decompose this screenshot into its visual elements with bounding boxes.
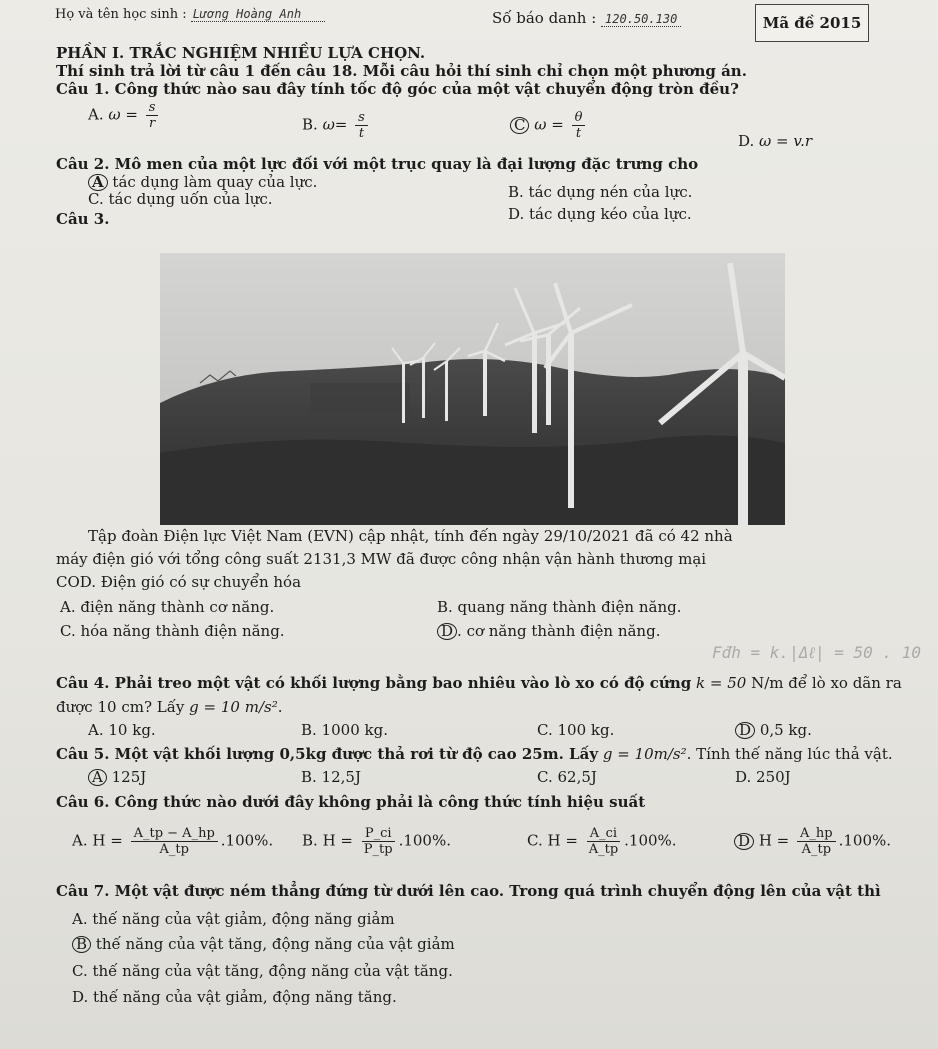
q5-stem-g: g = 10m/s²: [602, 745, 687, 763]
q5-stem-c: . Tính thế năng lúc thả vật.: [686, 745, 893, 763]
q6-a-lhs: H =: [92, 831, 123, 850]
q6-a-den: A_tp: [159, 842, 189, 857]
q1-option-a[interactable]: [88, 100, 161, 131]
q1-d-text: ω = v.r: [759, 132, 813, 150]
handwritten-note: Fđh = k.|Δℓ| = 50 . 10: [712, 643, 921, 662]
q2-stem: Câu 2. Mô men của một lực đối với một trục quay là đại lượng đặc trưng cho: [56, 155, 699, 173]
q1-b-lhs: ω=: [322, 115, 348, 134]
q2-option-c[interactable]: C. tác dụng uốn của lực.: [88, 190, 273, 208]
q7-stem: Câu 7. Một vật được ném thẳng đứng từ dưới lên cao. Trong quá trình chuyển động lên của vật thì: [56, 882, 881, 900]
q6-stem: [56, 793, 645, 811]
q4-line1: [56, 674, 902, 692]
q4-line1-c: N/m để lò xo dãn ra: [751, 674, 902, 692]
q6-d-den: A_tp: [801, 842, 832, 857]
q4-option-b[interactable]: B. 1000 kg.: [301, 721, 388, 739]
q6-b-frac: [361, 826, 396, 857]
q2-option-d[interactable]: D. tác dụng kéo của lực.: [508, 205, 692, 223]
q7-option-b[interactable]: [72, 935, 455, 953]
candidate-no-row: [492, 9, 681, 28]
student-name-row: [55, 5, 325, 24]
q1-b-label: B.: [302, 115, 318, 134]
q6-stem-a: Câu 6. Công thức nào dưới đây: [56, 793, 314, 811]
q1-a-num: s: [146, 100, 159, 116]
student-name-label: Họ và tên học sinh :: [55, 7, 187, 22]
q2-option-b[interactable]: B. tác dụng nén của lực.: [508, 183, 693, 201]
q4-line2-g: g = 10 m/s²: [189, 698, 278, 716]
q3-d-label-circled: D: [437, 623, 457, 640]
q6-d-num: A_hp: [797, 826, 836, 842]
q3-option-d[interactable]: [437, 622, 660, 640]
q3-option-b[interactable]: B. quang năng thành điện năng.: [437, 598, 682, 616]
q6-c-den: A_tp: [588, 842, 619, 857]
q6-a-num: A_tp − A_hp: [131, 826, 218, 842]
q2-option-a[interactable]: [88, 173, 317, 191]
q3-caption-line1: Tập đoàn Điện lực Việt Nam (EVN) cập nhật, tính đến ngày 29/10/2021 đã có 42 nhà: [88, 527, 733, 545]
q3-caption-line2: máy điện gió với tổng công suất 2131,3 MW đã được công nhận vận hành thương mại: [56, 550, 707, 568]
q7-b-text: thế năng của vật tăng, động năng của vật giảm: [95, 935, 455, 953]
student-name-value: Lương Hoàng Anh: [191, 7, 325, 22]
section-instruction: Thí sinh trả lời từ câu 1 đến câu 18. Mỗi câu hỏi thí sinh chỉ chọn một phương án.: [56, 62, 747, 80]
q4-d-label-circled: D: [735, 722, 755, 739]
q6-stem-emphasis: không phải: [318, 793, 413, 811]
q1-c-num: θ: [572, 110, 586, 126]
q6-d-frac: [797, 826, 836, 857]
q3-label: Câu 3.: [56, 210, 110, 228]
q6-c-frac: [586, 826, 621, 857]
q6-c-label: C.: [527, 831, 543, 850]
q2-a-text: tác dụng làm quay của lực.: [112, 173, 318, 191]
q1-c-label-circled: C: [510, 117, 529, 134]
q7-option-c[interactable]: C. thế năng của vật tăng, động năng của vật tăng.: [72, 962, 453, 980]
q4-line2-a: được 10 cm? Lấy: [56, 698, 185, 716]
candidate-no-value: 120.50.130: [601, 12, 681, 27]
q1-a-den: r: [148, 116, 156, 131]
q6-b-den: P_tp: [363, 842, 393, 857]
exam-code: Mã đề 2015: [762, 14, 862, 32]
q1-c-lhs: ω =: [534, 115, 564, 134]
q5-option-d[interactable]: D. 250J: [735, 768, 791, 786]
q6-b-tail: .100%.: [398, 831, 451, 850]
q1-b-frac: [355, 110, 368, 141]
q6-a-label: A.: [72, 831, 88, 850]
q6-option-d[interactable]: [734, 826, 891, 857]
q1-a-lhs: ω =: [108, 105, 138, 124]
q6-option-c[interactable]: [527, 826, 677, 857]
q7-option-d[interactable]: D. thế năng của vật giảm, động năng tăng.: [72, 988, 397, 1006]
q4-option-c[interactable]: C. 100 kg.: [537, 721, 615, 739]
q4-line2: [56, 698, 283, 716]
q5-a-text: 125J: [111, 768, 147, 786]
q6-b-num: P_ci: [362, 826, 395, 842]
q4-line1-k: k = 50: [696, 674, 747, 692]
q1-stem: Câu 1. Công thức nào sau đây tính tốc độ góc của một vật chuyển động tròn đều?: [56, 80, 739, 98]
q1-c-den: t: [575, 126, 582, 141]
exam-code-box: [755, 4, 869, 42]
q3-option-c[interactable]: C. hóa năng thành điện năng.: [60, 622, 285, 640]
candidate-no-label: Số báo danh :: [492, 9, 597, 27]
q1-b-num: s: [355, 110, 368, 126]
q2-a-label-circled: A: [88, 174, 108, 191]
q3-option-a[interactable]: A. điện năng thành cơ năng.: [60, 598, 275, 616]
q6-d-lhs: H =: [758, 831, 790, 850]
wind-turbine-image: [160, 253, 785, 525]
q3-d-text: . cơ năng thành điện năng.: [457, 622, 661, 640]
q5-a-label-circled: A: [88, 769, 107, 786]
q1-a-label: A.: [88, 105, 104, 124]
q5-option-b[interactable]: B. 12,5J: [301, 768, 361, 786]
q1-option-b[interactable]: [302, 110, 371, 141]
q6-b-lhs: H =: [322, 831, 353, 850]
q1-b-den: t: [358, 126, 365, 141]
q5-stem: [56, 745, 893, 763]
q5-stem-a: Câu 5. Một vật khối lượng 0,5kg được thả rơi từ độ cao 25m. Lấy: [56, 745, 599, 763]
q1-option-c[interactable]: [510, 110, 588, 141]
q6-stem-c: là công thức tính hiệu suất: [417, 793, 646, 811]
q6-a-frac: [131, 826, 218, 857]
q6-a-tail: .100%.: [220, 831, 274, 850]
q6-option-b[interactable]: [302, 826, 451, 857]
q1-option-d[interactable]: [738, 132, 812, 150]
q7-b-label-circled: B: [72, 936, 91, 953]
q6-option-a[interactable]: [72, 826, 273, 857]
q4-option-d[interactable]: [735, 721, 812, 739]
q1-c-frac: [572, 110, 586, 141]
q6-b-label: B.: [302, 831, 318, 850]
wind-turbine-photo: [160, 253, 785, 525]
q3-caption-line3: COD. Điện gió có sự chuyển hóa: [56, 573, 302, 591]
q1-d-label: D.: [738, 132, 755, 150]
q6-c-num: A_ci: [587, 826, 620, 842]
q4-line2-c: .: [277, 698, 283, 716]
q5-option-c[interactable]: C. 62,5J: [537, 768, 597, 786]
q7-option-a[interactable]: A. thế năng của vật giảm, động năng giảm: [72, 910, 395, 928]
q6-c-lhs: H =: [547, 831, 578, 850]
q6-d-tail: .100%.: [838, 831, 892, 850]
q4-line1-a: Câu 4. Phải treo một vật có khối lượng bằng bao nhiêu vào lò xo có độ cứng: [56, 674, 692, 692]
q5-option-a[interactable]: [88, 768, 146, 786]
section-title: PHẦN I. TRẮC NGHIỆM NHIỀU LỰA CHỌN.: [56, 44, 426, 62]
q1-a-frac: [146, 100, 159, 131]
q6-d-label-circled: D: [734, 833, 754, 850]
q4-d-text: 0,5 kg.: [759, 721, 812, 739]
q4-option-a[interactable]: A. 10 kg.: [88, 721, 156, 739]
q6-c-tail: .100%.: [624, 831, 677, 850]
